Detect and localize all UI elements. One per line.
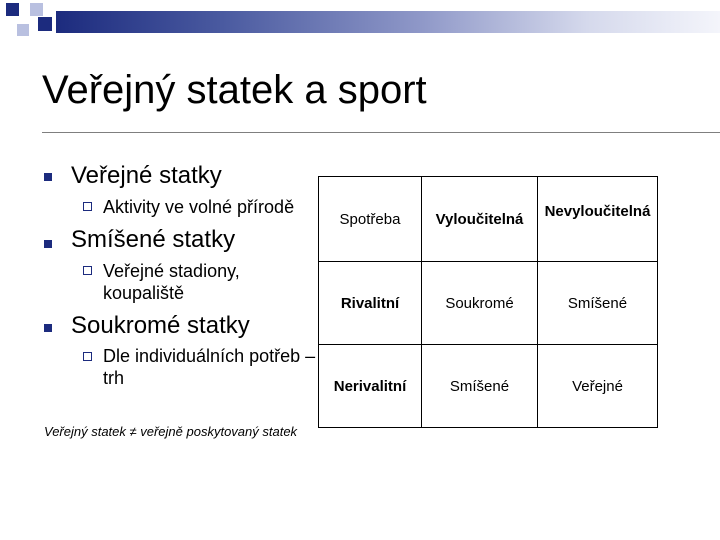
table-cell: Soukromé xyxy=(422,262,538,345)
corner-square-light xyxy=(30,3,43,16)
table-cell: Smíšené xyxy=(422,345,538,428)
bullet-text: Soukromé statky xyxy=(71,312,250,339)
square-bullet-icon xyxy=(44,240,52,248)
footnote: Veřejný statek ≠ veřejně poskytovaný statek xyxy=(44,424,298,439)
table-cell: Smíšené xyxy=(538,262,658,345)
title-divider xyxy=(42,132,720,133)
bullet-text: Smíšené statky xyxy=(71,226,236,253)
table-cell: Veřejné xyxy=(538,345,658,428)
goods-classification-table xyxy=(318,176,658,428)
table-row-label: Rivalitní xyxy=(319,262,422,345)
hollow-square-bullet-icon xyxy=(83,352,92,361)
corner-square-navy xyxy=(38,17,52,31)
header-gradient-bar xyxy=(56,11,720,33)
sub-bullet-text: Aktivity ve volné přírodě xyxy=(103,197,295,217)
corner-square-light xyxy=(17,24,29,36)
square-bullet-icon xyxy=(44,324,52,332)
sub-bullet-text: Veřejné stadiony, koupaliště xyxy=(103,261,240,303)
table-row-label: Nerivalitní xyxy=(319,345,422,428)
table-header-text: Nevyloučitelná xyxy=(544,203,651,220)
hollow-square-bullet-icon xyxy=(83,266,92,275)
table-header-row xyxy=(319,177,658,262)
table-header-cell xyxy=(538,177,658,262)
table-header-cell: Spotřeba xyxy=(319,177,422,262)
bullet-text: Veřejné statky xyxy=(71,162,222,189)
table-header-cell: Vyloučitelná xyxy=(422,177,538,262)
sub-bullet-text: Dle individuálních potřeb – trh xyxy=(103,346,316,388)
slide-title: Veřejný statek a sport xyxy=(42,68,427,112)
square-bullet-icon xyxy=(44,173,52,181)
corner-square-navy xyxy=(6,3,19,16)
table-row xyxy=(319,345,658,428)
table-row xyxy=(319,262,658,345)
hollow-square-bullet-icon xyxy=(83,202,92,211)
